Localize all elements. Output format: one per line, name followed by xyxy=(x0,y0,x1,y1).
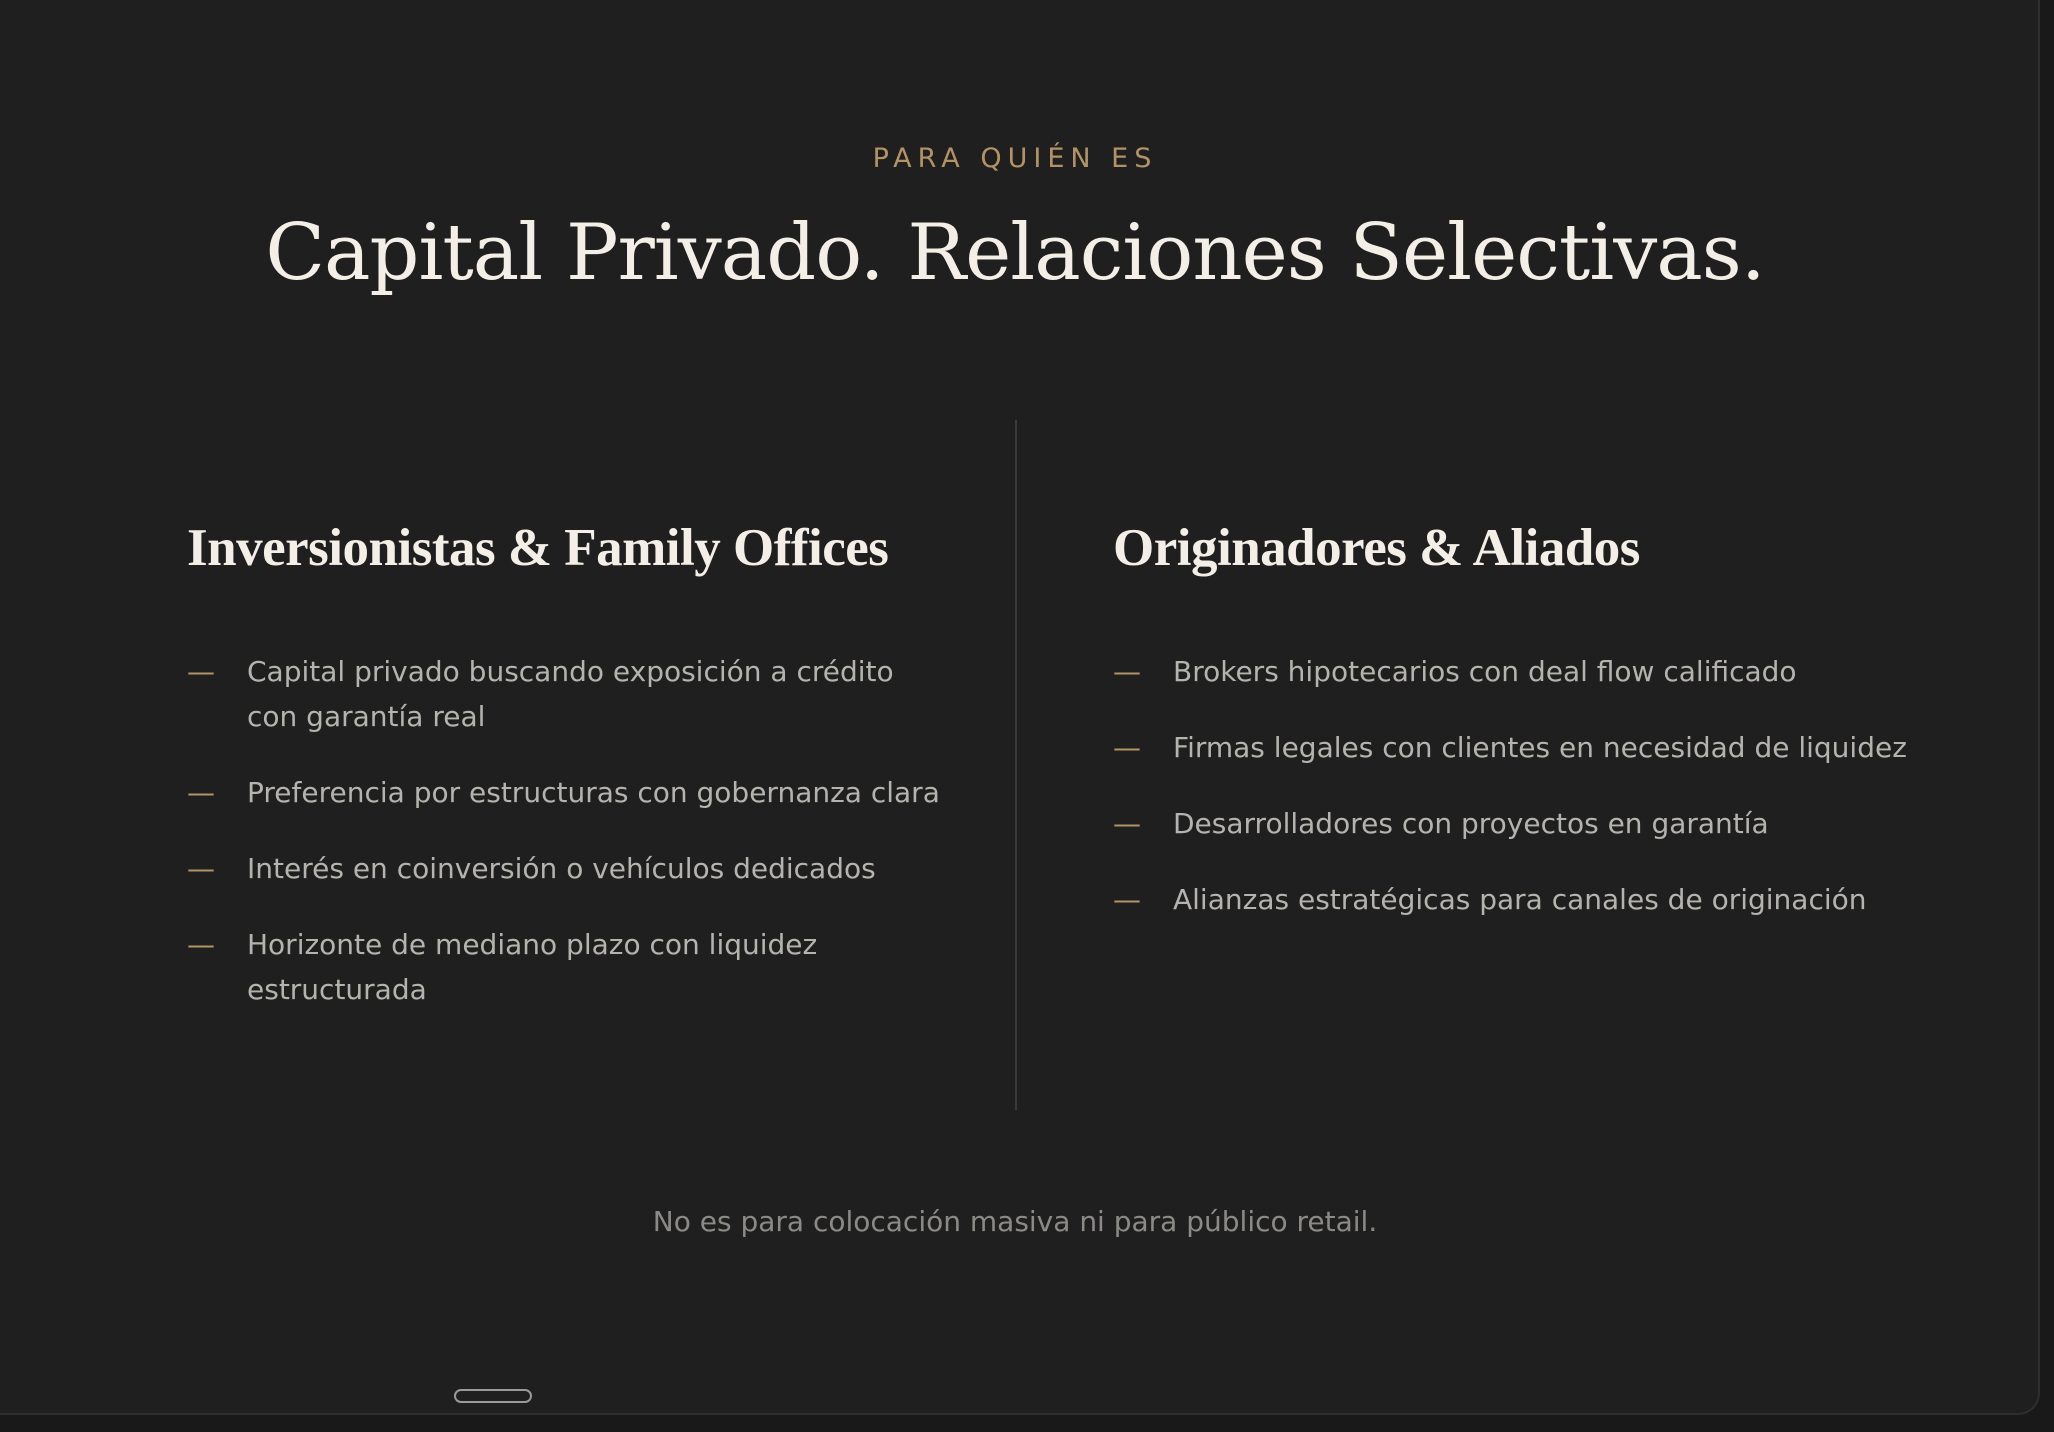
list-item xyxy=(1113,725,1933,770)
dash-bullet: — xyxy=(187,655,215,688)
list-item xyxy=(1113,877,1933,922)
list-item-text: Horizonte de mediano plazo con liquidez estructurada xyxy=(247,928,818,1006)
list-item-text: Interés en coinversión o vehículos dedicados xyxy=(247,852,876,885)
list-item-text: Firmas legales con clientes en necesidad de liquidez xyxy=(1173,731,1907,764)
footer-note: No es para colocación masiva ni para público retail. xyxy=(652,1205,1378,1238)
dash-bullet: — xyxy=(187,776,215,809)
list-item xyxy=(1113,649,1933,694)
list-item-text: Alianzas estratégicas para canales de originación xyxy=(1173,883,1867,916)
dash-bullet: — xyxy=(187,928,215,961)
dash-bullet: — xyxy=(1113,731,1141,764)
section-eyebrow: PARA QUIÉN ES xyxy=(872,143,1158,174)
drag-handle[interactable] xyxy=(454,1389,532,1403)
list-item xyxy=(187,922,947,1012)
list-item-text: Brokers hipotecarios con deal flow calificado xyxy=(1173,655,1797,688)
list-item xyxy=(187,649,947,739)
column-divider xyxy=(1015,420,1017,1110)
originators-column xyxy=(1113,514,1933,953)
dash-bullet: — xyxy=(187,852,215,885)
list-item-text: Desarrolladores con proyectos en garantía xyxy=(1173,807,1769,840)
dash-bullet: — xyxy=(1113,655,1141,688)
list-item-text: Preferencia por estructuras con gobernanza clara xyxy=(247,776,940,809)
dash-bullet: — xyxy=(1113,883,1141,916)
dash-bullet: — xyxy=(1113,807,1141,840)
section-title: Capital Privado. Relaciones Selectivas. xyxy=(265,208,1765,298)
investors-column xyxy=(187,514,947,1043)
list-item xyxy=(187,846,947,891)
list-item xyxy=(187,770,947,815)
list-item xyxy=(1113,801,1933,846)
list-item-text: Capital privado buscando exposición a crédito con garantía real xyxy=(247,655,894,733)
investors-column-title: Inversionistas & Family Offices xyxy=(187,519,889,577)
originators-column-title: Originadores & Aliados xyxy=(1113,519,1640,577)
